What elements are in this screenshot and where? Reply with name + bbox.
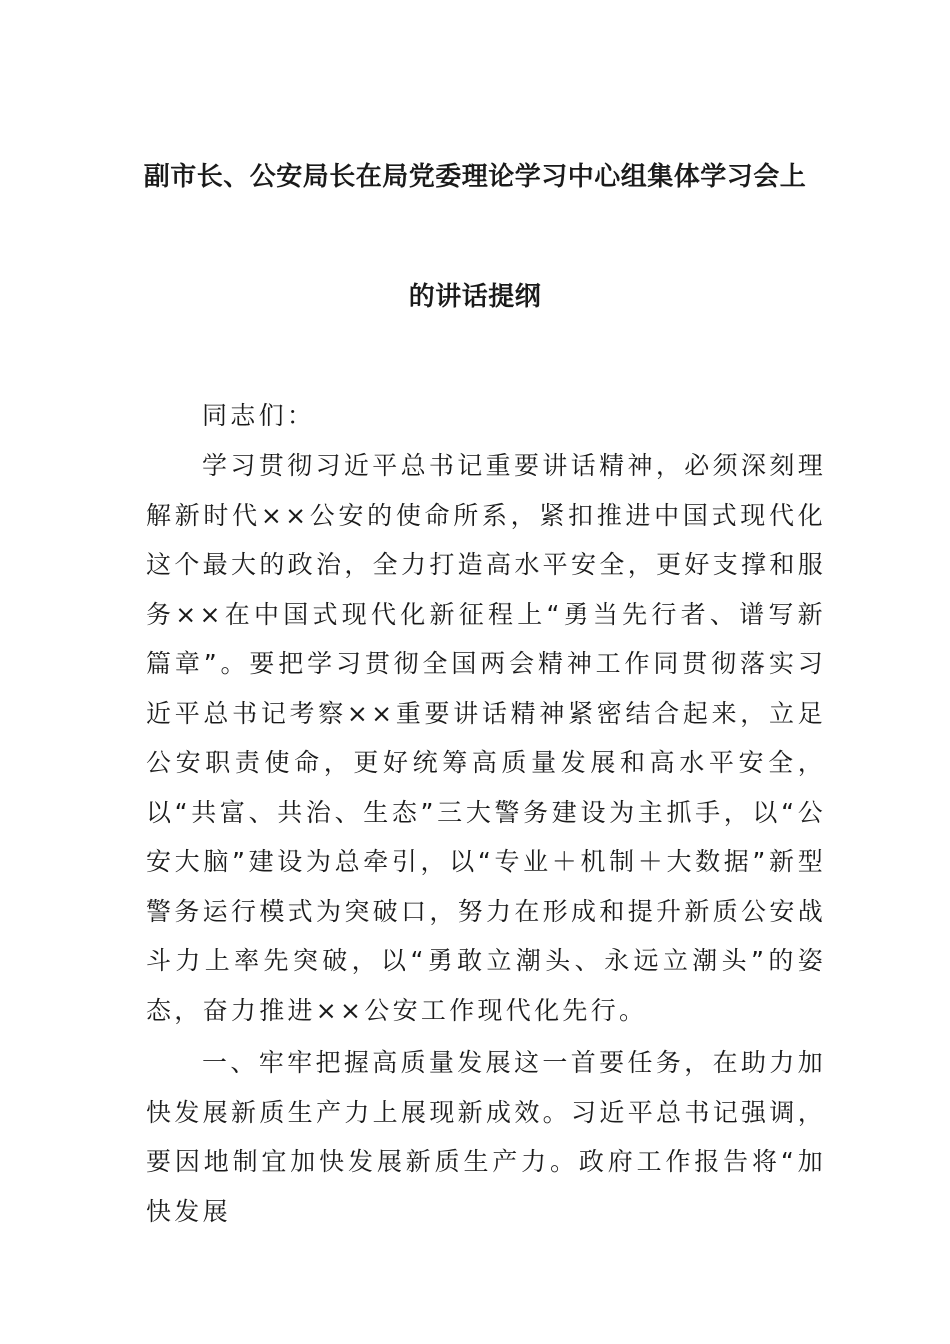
greeting: 同志们： bbox=[202, 401, 316, 430]
paragraph-section-one: 一、牢牢把握高质量发展这一首要任务，在助力加快发展新质生产力上展现新成效。习近平总书记强调，要因地制宜加快发展新质生产力。政府工作报告将“加快发展 bbox=[146, 1048, 826, 1226]
paragraph-intro: 学习贯彻习近平总书记重要讲话精神，必须深刻理解新时代××公安的使命所系，紧扣推进中国式现代化这个最大的政治，全力打造高水平安全，更好支撑和服务××在中国式现代化新征程上“勇当先行者、谱写新篇章”。要把学习贯彻全国两会精神工作同贯彻落实习近平总书记考察××重要讲话精神紧密结合起来，立足公安职责使命，更好统筹高质量发展和高水平安全，以“共富、共治、生态”三大警务建设为主抓手，以“公安大脑”建设为总牵引，以“专业＋机制＋大数据”新型警务运行模式为突破口，努力在形成和提升新质公安战斗力上率先突破，以“勇敢立潮头、永远立潮头”的姿态，奋力推进××公安工作现代化先行。 bbox=[146, 451, 826, 1025]
document-title-line-1: 副市长、公安局长在局党委理论学习中心组集体学习会上 bbox=[143, 162, 807, 192]
document-title-line-2: 的讲话提纲 bbox=[408, 282, 542, 312]
